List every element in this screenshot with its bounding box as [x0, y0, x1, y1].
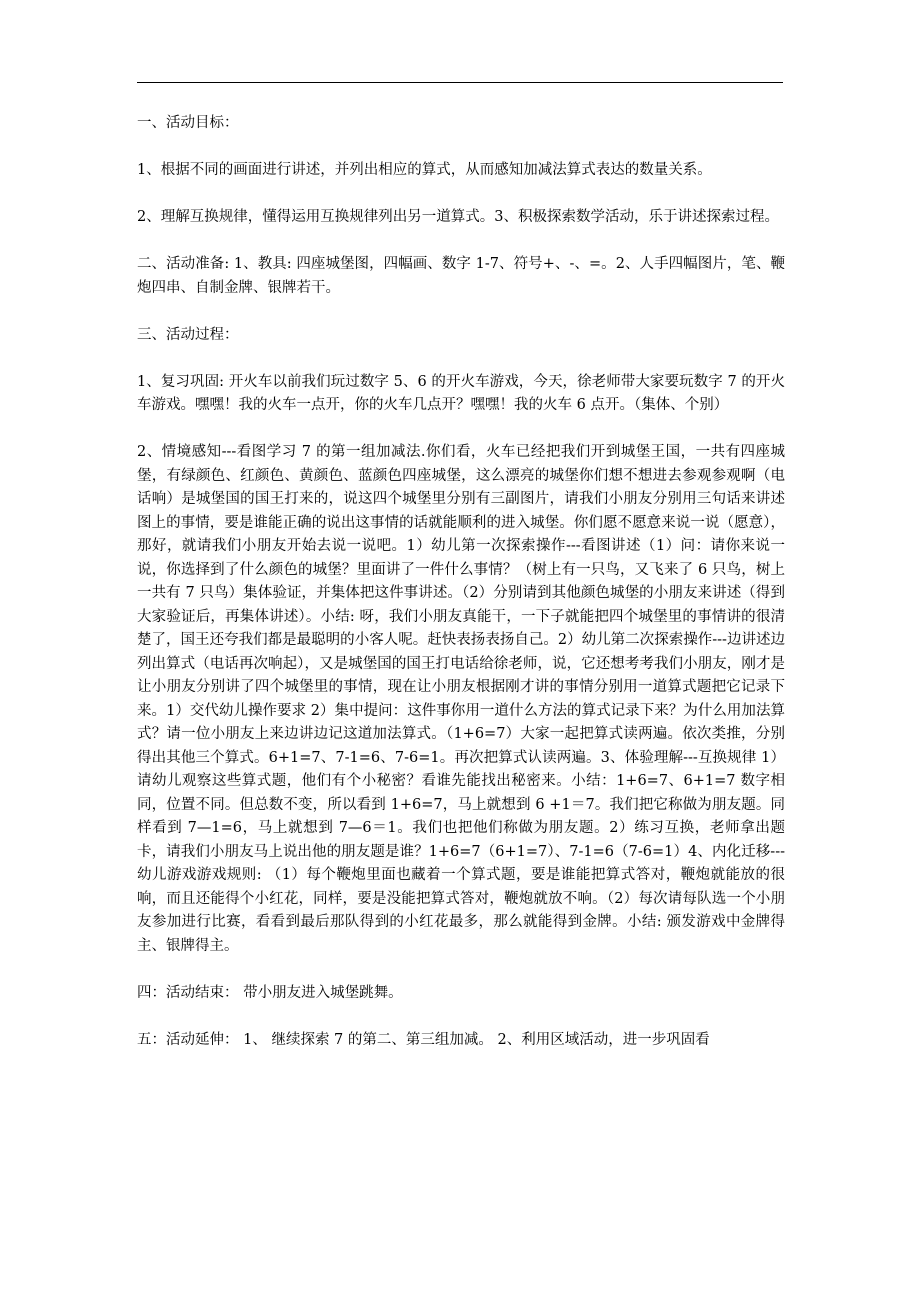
paragraph-process-1: 1、复习巩固: 开火车以前我们玩过数字 5、6 的开火车游戏，今天，徐老师带大家要玩数字 7 的开火车游戏。嘿嘿！我的火车一点开，你的火车几点开？嘿嘿！我的火车 6 点开。（集体、个别）	[137, 373, 785, 413]
paragraph-goal-2-3: 2、理解互换规律，懂得运用互换规律列出另一道算式。3、积极探索数学活动，乐于讲述探索过程。	[137, 209, 779, 225]
document-body	[137, 112, 785, 1076]
paragraph-process-2: 2、情境感知---看图学习 7 的第一组加减法.你们看，火车已经把我们开到城堡王国，一共有四座城堡，有绿颜色、红颜色、黄颜色、蓝颜色四座城堡，这么漂亮的城堡你们想不想进去参观参观啊（电话响）是城堡国的国王打来的，说这四个城堡里分别有三副图片，请我们小朋友分别用三句话来讲述图上的事情，要是谁能正确的说出这事情的话就能顺利的进入城堡。你们愿不愿意来说一说（愿意），那好，就请我们小朋友开始去说一说吧。1）幼儿第一次探索操作---看图讲述（1）问：请你来说一说，你选择到了什么颜色的城堡？里面讲了一件什么事情？（树上有一只鸟，又飞来了 6 只鸟，树上一共有 7 只鸟）集体验证，并集体把这件事讲述。（2）分别请到其他颜色城堡的小朋友来讲述（得到大家验证后，再集体讲述）。小结: 呀，我们小朋友真能干，一下子就能把四个城堡里的事情讲的很清楚了，国王还夸我们都是最聪明的小客人呢。赶快表扬表扬自己。2）幼儿第二次探索操作---边讲述边列出算式（电话再次响起），又是城堡国的国王打电话给徐老师，说，它还想考考我们小朋友，刚才是让小朋友分别讲了四个城堡里的事情，现在让小朋友根据刚才讲的事情分别用一道算式题把它记录下来。1）交代幼儿操作要求 2）集中提问：这件事你用一道什么方法的算式记录下来？为什么用加法算式？请一位小朋友上来边讲边记这道加法算式。（1+6=7）大家一起把算式读两遍。依次类推，分别得出其他三个算式。6+1=7、7-1=6、7-6=1。再次把算式认读两遍。3、体验理解---互换规律 1）请幼儿观察这些算式题，他们有个小秘密？看谁先能找出秘密来。小结：1+6=7、6+1=7 数字相同，位置不同。但总数不变，所以看到 1+6=7，马上就想到 6 +1＝7。我们把它称做为朋友题。同样看到 7—1=6，马上就想到 7—6＝1。我们也把他们称做为朋友题。2）练习互换，老师拿出题卡，请我们小朋友马上说出他的朋友题是谁？1+6=7（6+1=7）、7-1=6（7-6=1）4、内化迁移---幼儿游戏游戏规则: （1）每个鞭炮里面也藏着一个算式题，要是谁能把算式答对，鞭炮就能放的很响，而且还能得个小红花，同样，要是没能把算式答对，鞭炮就放不响。（2）每次请每队选一个小朋友参加进行比赛，看看到最后那队得到的小红花最多，那么就能得到金牌。小结: 颁发游戏中金牌得主、银牌得主。	[137, 444, 785, 954]
paragraph-goal-1: 1、根据不同的画面进行讲述，并列出相应的算式，从而感知加减法算式表达的数量关系。	[137, 162, 712, 178]
section-heading-process: 三、活动过程：	[137, 326, 239, 343]
paragraph-preparation: 二、活动准备: 1、教具: 四座城堡图，四幅画、数字 1-7、符号+、-、=。2、人手四幅图片，笔、鞭炮四串、自制金牌、银牌若干。	[137, 256, 785, 296]
header-rule	[137, 82, 783, 83]
paragraph-ending: 四：活动结束： 带小朋友进入城堡跳舞。	[137, 984, 403, 1001]
paragraph-extension: 五：活动延伸： 1、 继续探索 7 的第二、第三组加减。 2、利用区域活动，进一步巩固看	[137, 1031, 710, 1048]
section-heading-goals: 一、活动目标：	[137, 115, 239, 131]
